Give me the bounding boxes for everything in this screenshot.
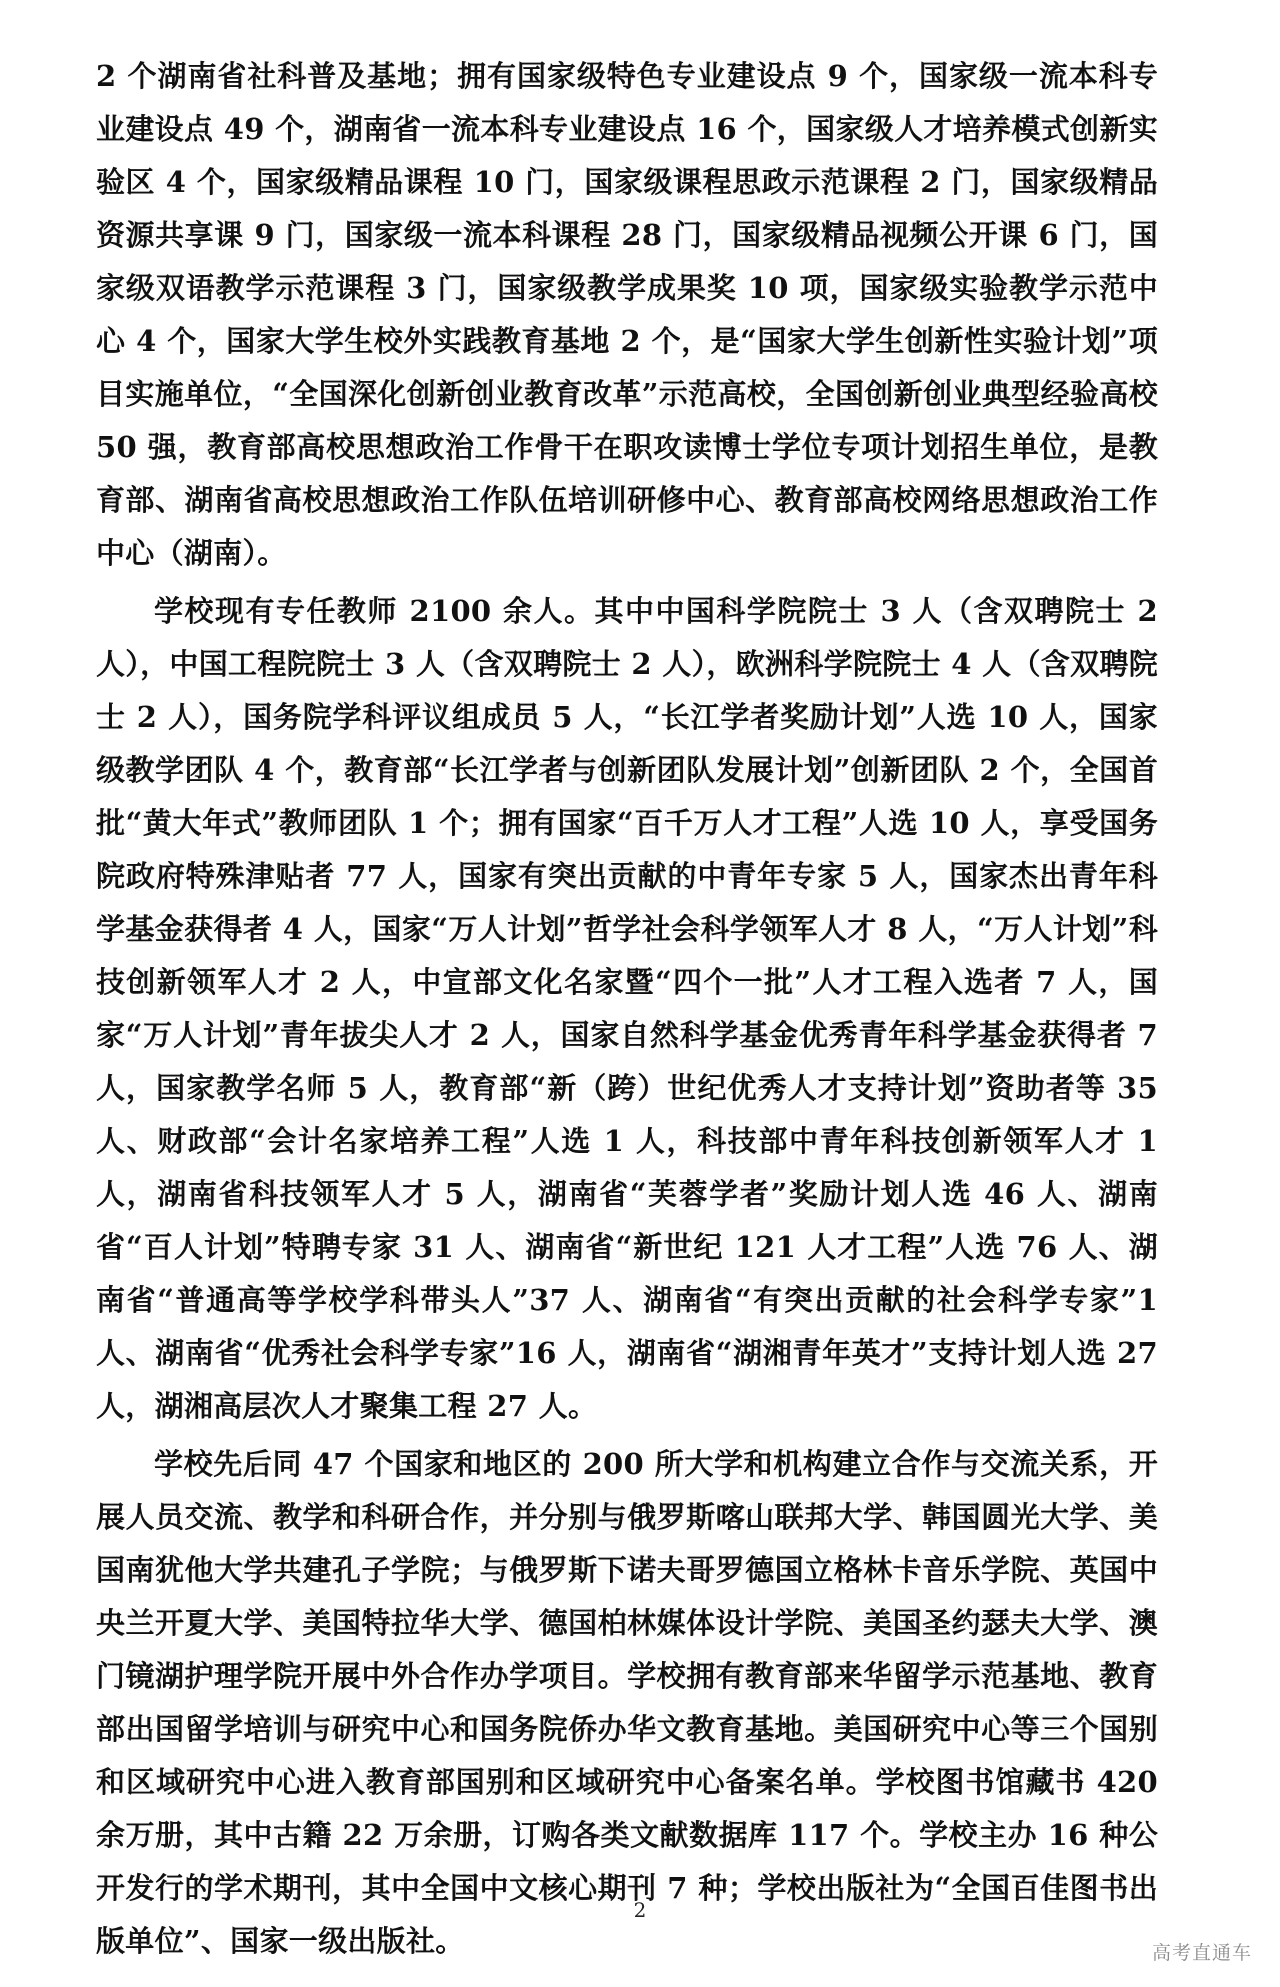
paragraph-continued: 2 个湖南省社科普及基地；拥有国家级特色专业建设点 9 个，国家级一流本科专业建设点 49 个，湖南省一流本科专业建设点 16 个，国家级人才培养模式创新实验区 4 个，国家级精品课程 10 门，国家级课程思政示范课程 2 门，国家级精品资源共享课 9 门，国家级一流本科课程 28 门，国家级精品视频公开课 6 门，国家级双语教学示范课程 3 门，国家级教学成果奖 10 项，国家级实验教学示范中心 4 个，国家大学生校外实践教育基地 2 个，是“国家大学生创新性实验计划”项目实施单位，“全国深化创新创业教育改革”示范高校，全国创新创业典型经验高校 50 强，教育部高校思想政治工作骨干在职攻读博士学位专项计划招生单位，是教育部、湖南省高校思想政治工作队伍培训研修中心、教育部高校网络思想政治工作中心（湖南）。 (96, 59, 1158, 570)
document-body (96, 50, 1158, 1973)
page-number: 2 (633, 1898, 647, 1922)
paragraph-international: 学校先后同 47 个国家和地区的 200 所大学和机构建立合作与交流关系，开展人员交流、教学和科研合作，并分别与俄罗斯喀山联邦大学、韩国圆光大学、美国南犹他大学共建孔子学院；与俄罗斯下诺夫哥罗德国立格林卡音乐学院、英国中央兰开夏大学、美国特拉华大学、德国柏林媒体设计学院、美国圣约瑟夫大学、澳门镜湖护理学院开展中外合作办学项目。学校拥有教育部来华留学示范基地、教育部出国留学培训与研究中心和国务院侨办华文教育基地。美国研究中心等三个国别和区域研究中心进入教育部国别和区域研究中心备案名单。学校图书馆藏书 420 余万册，其中古籍 22 万余册，订购各类文献数据库 117 个。学校主办 16 种公开发行的学术期刊，其中全国中文核心期刊 7 种；学校出版社为“全国百佳图书出版单位”、国家一级出版社。 (96, 1447, 1158, 1958)
paragraph-faculty: 学校现有专任教师 2100 余人。其中中国科学院院士 3 人（含双聘院士 2 人），中国工程院院士 3 人（含双聘院士 2 人），欧洲科学院院士 4 人（含双聘院士 2 人），国务院学科评议组成员 5 人，“长江学者奖励计划”人选 10 人，国家级教学团队 4 个，教育部“长江学者与创新团队发展计划”创新团队 2 个，全国首批“黄大年式”教师团队 1 个；拥有国家“百千万人才工程”人选 10 人，享受国务院政府特殊津贴者 77 人，国家有突出贡献的中青年专家 5 人，国家杰出青年科学基金获得者 4 人，国家“万人计划”哲学社会科学领军人才 8 人，“万人计划”科技创新领军人才 2 人，中宣部文化名家暨“四个一批”人才工程入选者 7 人，国家“万人计划”青年拔尖人才 2 人，国家自然科学基金优秀青年科学基金获得者 7 人，国家教学名师 5 人，教育部“新（跨）世纪优秀人才支持计划”资助者等 35 人、财政部“会计名家培养工程”人选 1 人，科技部中青年科技创新领军人才 1 人，湖南省科技领军人才 5 人，湖南省“芙蓉学者”奖励计划人选 46 人、湖南省“百人计划”特聘专家 31 人、湖南省“新世纪 121 人才工程”人选 76 人、湖南省“普通高等学校学科带头人”37 人、湖南省“有突出贡献的社会科学专家”1 人、湖南省“优秀社会科学专家”16 人，湖南省“湖湘青年英才”支持计划人选 27 人，湖湘高层次人才聚集工程 27 人。 (96, 594, 1158, 1423)
watermark-text: 高考直通车 (1151, 1942, 1252, 1964)
